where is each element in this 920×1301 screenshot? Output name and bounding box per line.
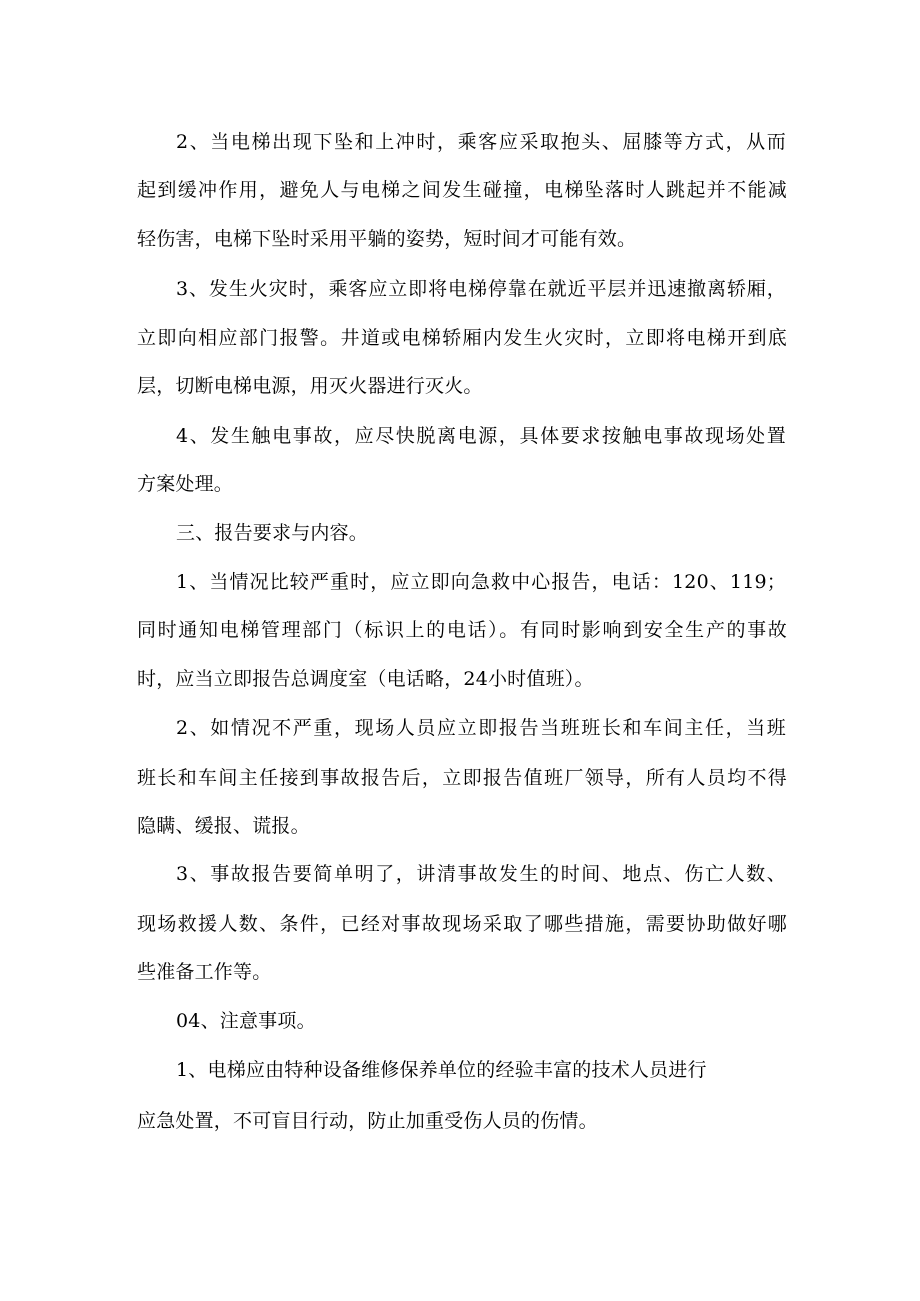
paragraph-line: 应急处置，不可盲目行动，防止加重受伤人员的伤情。: [137, 1110, 598, 1132]
paragraph-line: 2、如情况不严重，现场人员应立即报告当班班长和车间主任，当班: [176, 717, 786, 739]
paragraph-line: 3、事故报告要简单明了，讲清事故发生的时间、地点、伤亡人数、: [176, 863, 786, 885]
paragraph-line: 现场救援人数、条件，已经对事故现场采取了哪些措施，需要协助做好哪: [137, 913, 787, 935]
paragraph-line: 轻伤害，电梯下坠时采用平躺的姿势，短时间才可能有效。: [137, 228, 637, 250]
paragraph-line: 立即向相应部门报警。井道或电梯轿厢内发生火灾时，立即将电梯开到底: [137, 327, 787, 349]
paragraph-line: 4、发生触电事故，应尽快脱离电源，具体要求按触电事故现场处置: [176, 425, 786, 447]
paragraph-line: 隐瞒、缓报、谎报。: [137, 815, 310, 837]
paragraph-line: 起到缓冲作用，避免人与电梯之间发生碰撞，电梯坠落时人跳起并不能减: [137, 179, 787, 201]
paragraph-line: 同时通知电梯管理部门（标识上的电话）。有同时影响到安全生产的事故: [137, 619, 787, 641]
paragraph-line: 层，切断电梯电源，用灭火器进行灭火。: [137, 375, 483, 397]
paragraph-line: 时，应当立即报告总调度室（电话略，24小时值班）。: [137, 668, 594, 690]
paragraph-line: 班长和车间主任接到事故报告后，立即报告值班厂领导，所有人员均不得: [137, 767, 787, 789]
section-heading: 04、注意事项。: [176, 1010, 316, 1032]
paragraph-line: 1、电梯应由特种设备维修保养单位的经验丰富的技术人员进行: [176, 1059, 707, 1081]
paragraph-line: 1、当情况比较严重时，应立即向急救中心报告，电话：120、119；: [176, 571, 786, 593]
paragraph-line: 方案处理。: [137, 473, 234, 495]
paragraph-line: 些准备工作等。: [137, 961, 272, 983]
paragraph-line: 3、发生火灾时，乘客应立即将电梯停靠在就近平层并迅速撤离轿厢，: [176, 278, 786, 300]
paragraph-line: 2、当电梯出现下坠和上冲时，乘客应采取抱头、屈膝等方式，从而: [176, 131, 786, 153]
section-heading: 三、报告要求与内容。: [176, 522, 369, 544]
